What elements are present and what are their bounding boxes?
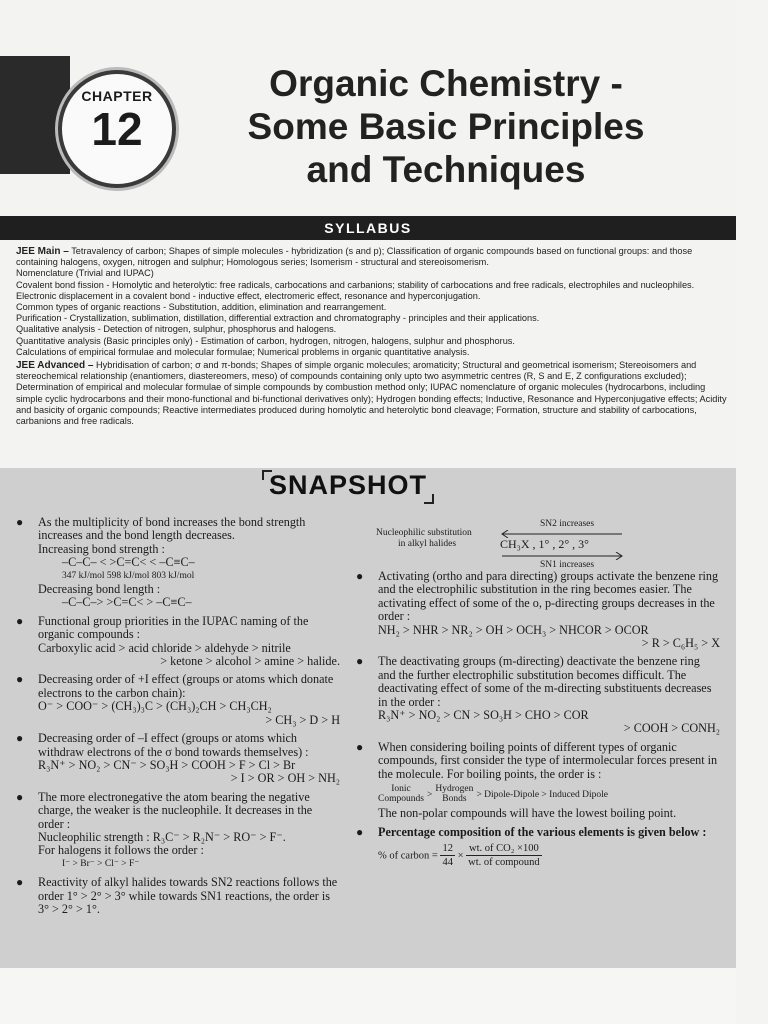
list-item xyxy=(356,826,720,870)
sn1-label: SN1 increases xyxy=(540,560,595,570)
bullet-icon: ● xyxy=(356,824,364,839)
denominator: wt. of compound xyxy=(468,857,540,869)
list-item xyxy=(356,570,720,650)
order-line: O⁻ > COO⁻ > (CH₃)₃C > (CH₃)₂CH > CH₃CH₂ xyxy=(38,699,272,714)
item-text: As the multiplicity of bond increases the bond strength increases and the bond length decreases. xyxy=(38,515,306,543)
item-text: Reactivity of alkyl halides towards SN2 reactions follows the order 1° > 2° > 3° while towards SN1 reactions, the order is 3° > 2° > 1°. xyxy=(38,875,338,916)
sn2-label: SN2 increases xyxy=(540,519,595,529)
numerator: wt. of CO₂ ×100 xyxy=(466,842,541,856)
list-item xyxy=(16,673,340,727)
item-subhead: Increasing bond strength : xyxy=(38,541,165,556)
title-line-3: and Techniques xyxy=(306,149,586,190)
bonds-label: Bonds xyxy=(442,794,467,805)
snapshot-heading xyxy=(262,470,434,504)
item-subhead: Decreasing bond length : xyxy=(38,582,161,597)
item-text: Percentage composition of the various elements is given below : xyxy=(378,824,707,839)
bullet-icon: ● xyxy=(16,613,24,628)
formula-lhs: % of carbon = xyxy=(378,850,438,862)
bullet-icon: ● xyxy=(16,672,24,687)
syllabus-main-line: Nomenclature (Trivial and IUPAC) xyxy=(16,268,154,279)
syllabus-main-line: Electronic displacement in a covalent bond - inductive effect, electromeric effect, resonance and hyperconjugation. xyxy=(16,290,481,301)
order-line: Nucleophilic strength : R₃C⁻ > R₂N⁻ > RO⁻ > F⁻. xyxy=(38,829,286,844)
list-item xyxy=(16,732,340,786)
syllabus-main-line: Covalent bond fission - Homolytic and heterolytic: free radicals, carbocations and carbanions; stability of carbocations and free radicals, electrophiles and nucleophiles. xyxy=(16,279,695,290)
compounds-label: Compounds xyxy=(378,794,424,805)
boiling-order-rest: > Dipole-Dipole > Induced Dipole xyxy=(476,789,608,800)
order-line: I⁻ > Br⁻ > Cl⁻ > F⁻ xyxy=(62,858,140,869)
bond-energies: 347 kJ/mol 598 kJ/mol 803 kJ/mol xyxy=(62,570,195,581)
page-bottom-margin xyxy=(0,968,768,1024)
item-text: Functional group priorities in the IUPAC naming of the organic compounds : xyxy=(38,613,309,642)
fraction xyxy=(466,842,541,870)
order-line: R₃N⁺ > NO₂ > CN⁻ > SO₃H > COOH > F > Cl > Br xyxy=(38,757,296,772)
bullet-icon: ● xyxy=(356,654,364,669)
order-line: > R > C₆H₅ > X xyxy=(641,636,720,651)
formula: –C–C– < >C=C< < –C≡C– xyxy=(62,555,195,570)
list-item xyxy=(356,741,720,821)
bullet-icon: ● xyxy=(16,789,24,804)
formula: –C–C–> >C=C< > –C≡C– xyxy=(62,595,192,610)
order-line: Carboxylic acid > acid chloride > aldehyde > nitrile xyxy=(38,640,291,655)
ns-label xyxy=(376,528,472,550)
title-line-1: Organic Chemistry - xyxy=(269,63,623,104)
order-line: NH₂ > NHR > NR₂ > OH > OCH₃ > NHCOR > OCOR xyxy=(378,622,649,637)
order-line: > ketone > alcohol > amine > halide. xyxy=(160,654,340,669)
corner-mark xyxy=(424,494,434,504)
syllabus-main-line: Tetravalency of carbon; Shapes of simple molecules - hybridization (s and p); Classification of organic compounds based on functional groups: and those containing halogens, oxygen, nitrogen and sulphur; Homologous series; Isomerism - structural and stereoisomerism. xyxy=(16,246,693,268)
list-item xyxy=(16,791,340,871)
snapshot-left-column xyxy=(16,516,340,921)
item-text: Activating (ortho and para directing) groups activate the benzene ring and the electrophilic substitution in the ring becomes easier. The activating effect of some of the o, p-directing groups decreases in the order : xyxy=(378,569,719,624)
list-item xyxy=(16,516,340,610)
list-item xyxy=(16,615,340,669)
syllabus-main-line: Purification - Crystallization, sublimation, distillation, differential extraction and chromatography - principles and their applications. xyxy=(16,313,540,324)
order-line: R₃N⁺ > NO₂ > CN > SO₃H > CHO > COR xyxy=(378,708,589,723)
boiling-order: Ionic Compounds > Hydrogen Bonds > Dipole-Dipole > Induced Dipole xyxy=(378,784,608,805)
chapter-number: 12 xyxy=(91,103,143,155)
snapshot-title: SNAPSHOT xyxy=(268,470,428,500)
list-item xyxy=(356,655,720,735)
bullet-icon: ● xyxy=(356,739,364,754)
bullet-icon: ● xyxy=(356,569,364,583)
item-text: Decreasing order of +I effect (groups or atoms which donate electrons to the carbon chain): xyxy=(38,672,334,700)
syllabus-main-line: Quantitative analysis (Basic principles only) - Estimation of carbon, hydrogen, nitrogen, halogens, sulphur and phosphorus. xyxy=(16,335,515,346)
syllabus-heading: SYLLABUS xyxy=(0,216,736,240)
ionic-compounds xyxy=(378,784,424,804)
chapter-label: CHAPTER xyxy=(81,88,153,104)
syllabus-advanced-text: Hybridisation of carbon; σ and π-bonds; Shapes of simple organic molecules; aromaticity; Structural and geometrical isomerism; Stereoisomers and stereochemical relationship (enantiomers, diastereomers, meso) of compounds containing only upto two asymmetric centres (R, S and E, Z configurations excluded); Determination of empirical and molecular formulae of simple compounds by combustion method only; IUPAC nomenclature of organic molecules (hydrocarbons, including simple cyclic hydrocarbons and their mono-functional and bi-functional derivatives only); Hydrogen bonding effects; Inductive, Resonance and Hyperconjugative effects; Acidity and basicity of organic compounds; Reactive intermediates produced during homolytic and heterolytic bond cleavage; Formation, structure and stability of carbocations, carbanions and free radicals. xyxy=(16,360,727,427)
page-edge xyxy=(736,0,768,1024)
item-text: When considering boiling points of different types of organic compounds, first consider the type of intermolecular forces present in the molecule. For boiling points, the order is : xyxy=(378,739,718,781)
syllabus-text xyxy=(16,246,728,427)
syllabus-main xyxy=(16,246,728,268)
order-line: For halogens it follows the order : xyxy=(38,843,204,858)
syllabus-main-line: Common types of organic reactions - Substitution, addition, elimination and rearrangement. xyxy=(16,302,387,313)
hydrogen-label: Hydrogen xyxy=(435,784,474,795)
syllabus-main-line: Calculations of empirical formulae and molecular formulae; Numerical problems in organic quantitative analysis. xyxy=(16,346,470,357)
nonpolar-note: The non-polar compounds will have the lowest boiling point. xyxy=(378,806,677,821)
corner-mark xyxy=(262,470,272,480)
item-text: The more electronegative the atom bearing the negative charge, the weaker is the nucleophile. It decreases in the order : xyxy=(38,789,313,831)
denominator: 44 xyxy=(442,857,453,869)
jee-advanced-label: JEE Advanced – xyxy=(16,360,94,372)
chapter-badge xyxy=(58,70,176,188)
hydrogen-bonds xyxy=(435,784,473,804)
bullet-icon: ● xyxy=(16,731,24,746)
jee-main-label: JEE Main – xyxy=(16,246,69,257)
bullet-icon: ● xyxy=(16,875,24,890)
ns-series: CH₃X , 1° , 2° , 3° xyxy=(500,537,589,551)
carbon-formula: % of carbon = $\frac{12}{44}$ × $\frac{\text{wt. of CO₂ ×100}}{\text{wt. of compound}}$ xyxy=(378,842,540,869)
chapter-title xyxy=(236,62,656,191)
substitution-diagram xyxy=(356,516,720,570)
item-text: The deactivating groups (m-directing) deactivate the benzene ring and the further electrophilic substitution becomes difficult. The deactivating effect of some of the m-directing substituents decreases in the order : xyxy=(378,654,712,709)
bullet-icon: ● xyxy=(16,515,24,529)
syllabus-main-line: Qualitative analysis - Detection of nitrogen, sulphur, phosphorus and halogens. xyxy=(16,324,337,335)
numerator: 12 xyxy=(440,842,455,856)
ns-label-line: Nucleophilic substitution xyxy=(376,528,472,538)
order-line: > CH₃ > D > H xyxy=(265,712,340,727)
ionic-label: Ionic xyxy=(391,784,411,795)
item-text: Decreasing order of –I effect (groups or atoms which withdraw electrons of the σ bond towards themselves) : xyxy=(38,731,309,759)
order-line: > COOH > CONH₂ xyxy=(623,721,720,736)
syllabus-advanced xyxy=(16,360,728,427)
ns-label-line: in alkyl halides xyxy=(398,539,457,549)
fraction xyxy=(440,842,455,870)
order-line: > I > OR > OH > NH₂ xyxy=(230,771,340,786)
title-line-2: Some Basic Principles xyxy=(247,106,645,147)
list-item xyxy=(16,876,340,916)
snapshot-right-column xyxy=(356,516,720,875)
